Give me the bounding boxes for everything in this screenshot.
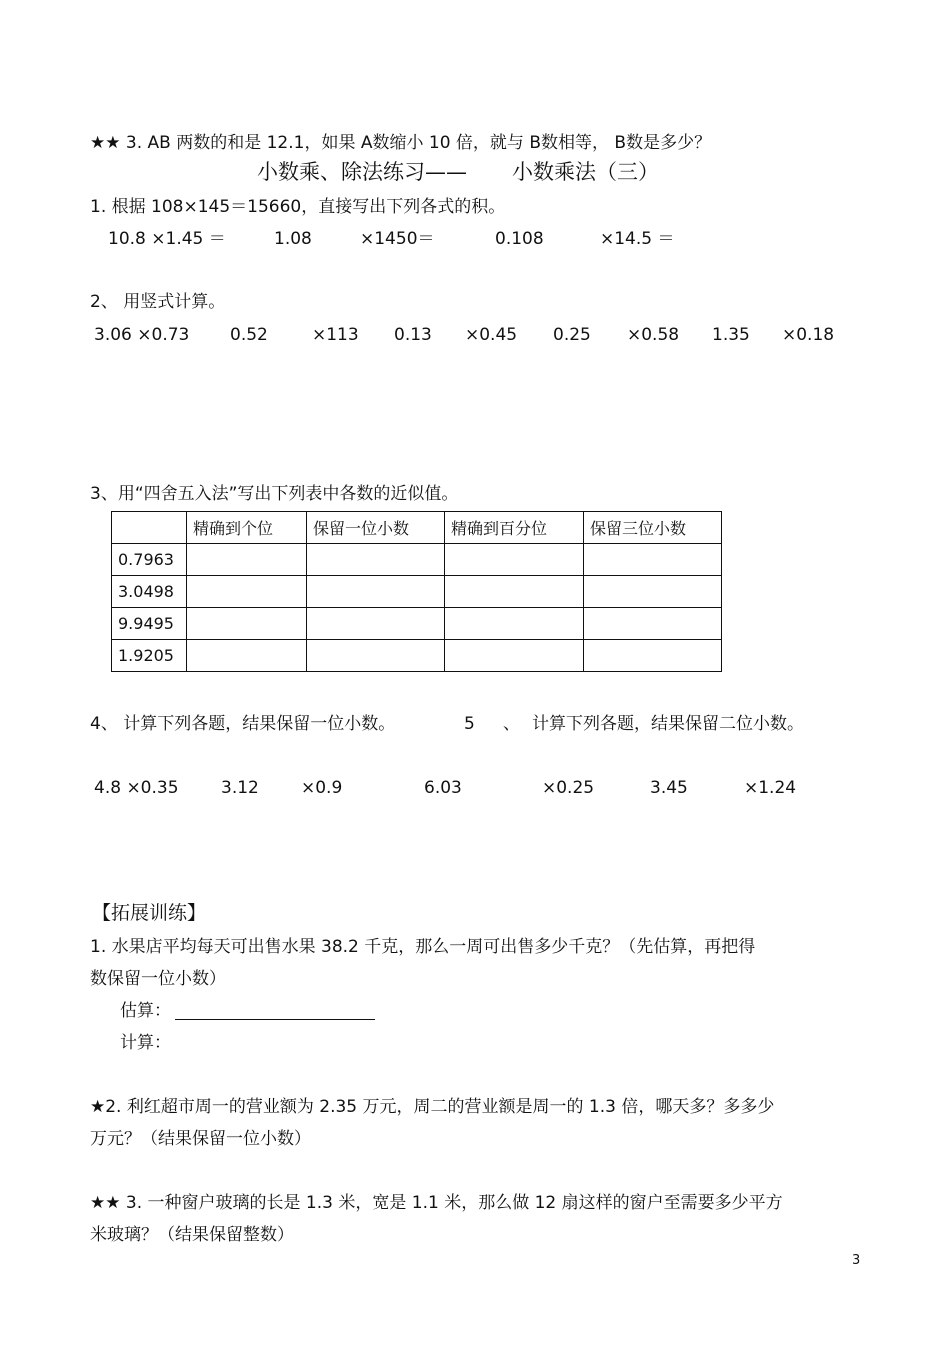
page-title-left: 小数乘、除法练习—— bbox=[257, 160, 467, 184]
q1-item: 1.08 bbox=[274, 229, 312, 249]
q2-item: ×0.18 bbox=[782, 325, 835, 345]
extension-heading: 【拓展训练】 bbox=[92, 902, 207, 924]
estimate-answer-line[interactable] bbox=[175, 1019, 375, 1020]
table-row bbox=[112, 608, 722, 640]
table-header-cell bbox=[112, 512, 187, 544]
answer-cell[interactable] bbox=[307, 640, 445, 672]
answer-cell[interactable] bbox=[584, 640, 722, 672]
answer-cell[interactable] bbox=[445, 544, 584, 576]
q4-item: ×0.9 bbox=[301, 778, 343, 798]
q4-item: ×0.25 bbox=[542, 778, 595, 798]
answer-cell[interactable] bbox=[445, 576, 584, 608]
page-number: 3 bbox=[852, 1253, 861, 1268]
q4-prompt: 4、 计算下列各题，结果保留一位小数。 bbox=[90, 714, 396, 734]
q2-item: 0.13 bbox=[394, 325, 432, 345]
top-question: ★★ 3. AB 两数的和是 12.1，如果 A数缩小 10 倍，就与 B数相等， B数是多少？ bbox=[90, 133, 712, 153]
q5-number: 5 bbox=[464, 714, 475, 734]
table-row-label: 9.9495 bbox=[112, 608, 187, 640]
answer-cell[interactable] bbox=[584, 576, 722, 608]
answer-cell[interactable] bbox=[307, 608, 445, 640]
q1-item: ×14.5 ＝ bbox=[600, 229, 675, 249]
table-header-cell: 精确到百分位 bbox=[445, 512, 584, 544]
q1-item: 10.8 ×1.45 ＝ bbox=[108, 229, 226, 249]
q2-item: 3.06 ×0.73 bbox=[94, 325, 190, 345]
table-header-row bbox=[112, 512, 722, 544]
answer-cell[interactable] bbox=[307, 544, 445, 576]
ext-problem-1-line2: 数保留一位小数） bbox=[90, 969, 226, 989]
answer-cell[interactable] bbox=[445, 608, 584, 640]
q4-item: 4.8 ×0.35 bbox=[94, 778, 179, 798]
answer-cell[interactable] bbox=[187, 640, 307, 672]
q2-prompt: 2、 用竖式计算。 bbox=[90, 292, 226, 312]
table-header-cell: 保留一位小数 bbox=[307, 512, 445, 544]
q4-item: 3.12 bbox=[221, 778, 259, 798]
q1-item: ×1450＝ bbox=[360, 229, 435, 249]
ext-problem-3-line2: 米玻璃？（结果保留整数） bbox=[90, 1225, 294, 1245]
estimate-label: 估算： bbox=[120, 1001, 171, 1021]
table-row-label: 3.0498 bbox=[112, 576, 187, 608]
ext-problem-1-line1: 1. 水果店平均每天可出售水果 38.2 千克，那么一周可出售多少千克？（先估算，再把得 bbox=[90, 937, 756, 957]
table-row bbox=[112, 640, 722, 672]
answer-cell[interactable] bbox=[187, 608, 307, 640]
answer-cell[interactable] bbox=[187, 576, 307, 608]
q4-item: 6.03 bbox=[424, 778, 462, 798]
q2-item: 1.35 bbox=[712, 325, 750, 345]
q2-item: 0.52 bbox=[230, 325, 268, 345]
approximation-table bbox=[111, 511, 722, 672]
table-row bbox=[112, 544, 722, 576]
answer-cell[interactable] bbox=[307, 576, 445, 608]
page-title-right: 小数乘法（三） bbox=[512, 160, 659, 184]
table-row-label: 1.9205 bbox=[112, 640, 187, 672]
ext-problem-2-line1: ★2. 利红超市周一的营业额为 2.35 万元，周二的营业额是周一的 1.3 倍，哪天多？多多少 bbox=[90, 1097, 775, 1117]
q2-item: ×0.58 bbox=[627, 325, 680, 345]
q2-item: ×113 bbox=[312, 325, 359, 345]
calc-label: 计算： bbox=[120, 1033, 171, 1053]
q2-item: 0.25 bbox=[553, 325, 591, 345]
q4-item: 3.45 bbox=[650, 778, 688, 798]
table-row bbox=[112, 576, 722, 608]
q5-prompt: 计算下列各题，结果保留二位小数。 bbox=[532, 714, 804, 734]
answer-cell[interactable] bbox=[445, 640, 584, 672]
ext-problem-3-line1: ★★ 3. 一种窗户玻璃的长是 1.3 米，宽是 1.1 米，那么做 12 扇这样的窗户至需要多少平方 bbox=[90, 1193, 783, 1213]
answer-cell[interactable] bbox=[187, 544, 307, 576]
ext-problem-2-line2: 万元？（结果保留一位小数） bbox=[90, 1129, 311, 1149]
q3-prompt: 3、用“四舍五入法”写出下列表中各数的近似值。 bbox=[90, 484, 459, 504]
q1-prompt: 1. 根据 108×145＝15660，直接写出下列各式的积。 bbox=[90, 197, 506, 217]
q1-item: 0.108 bbox=[495, 229, 544, 249]
q4-item: ×1.24 bbox=[744, 778, 797, 798]
table-row-label: 0.7963 bbox=[112, 544, 187, 576]
table-header-cell: 精确到个位 bbox=[187, 512, 307, 544]
table-header-cell: 保留三位小数 bbox=[584, 512, 722, 544]
q2-item: ×0.45 bbox=[465, 325, 518, 345]
answer-cell[interactable] bbox=[584, 544, 722, 576]
q5-separator: 、 bbox=[503, 714, 520, 734]
answer-cell[interactable] bbox=[584, 608, 722, 640]
